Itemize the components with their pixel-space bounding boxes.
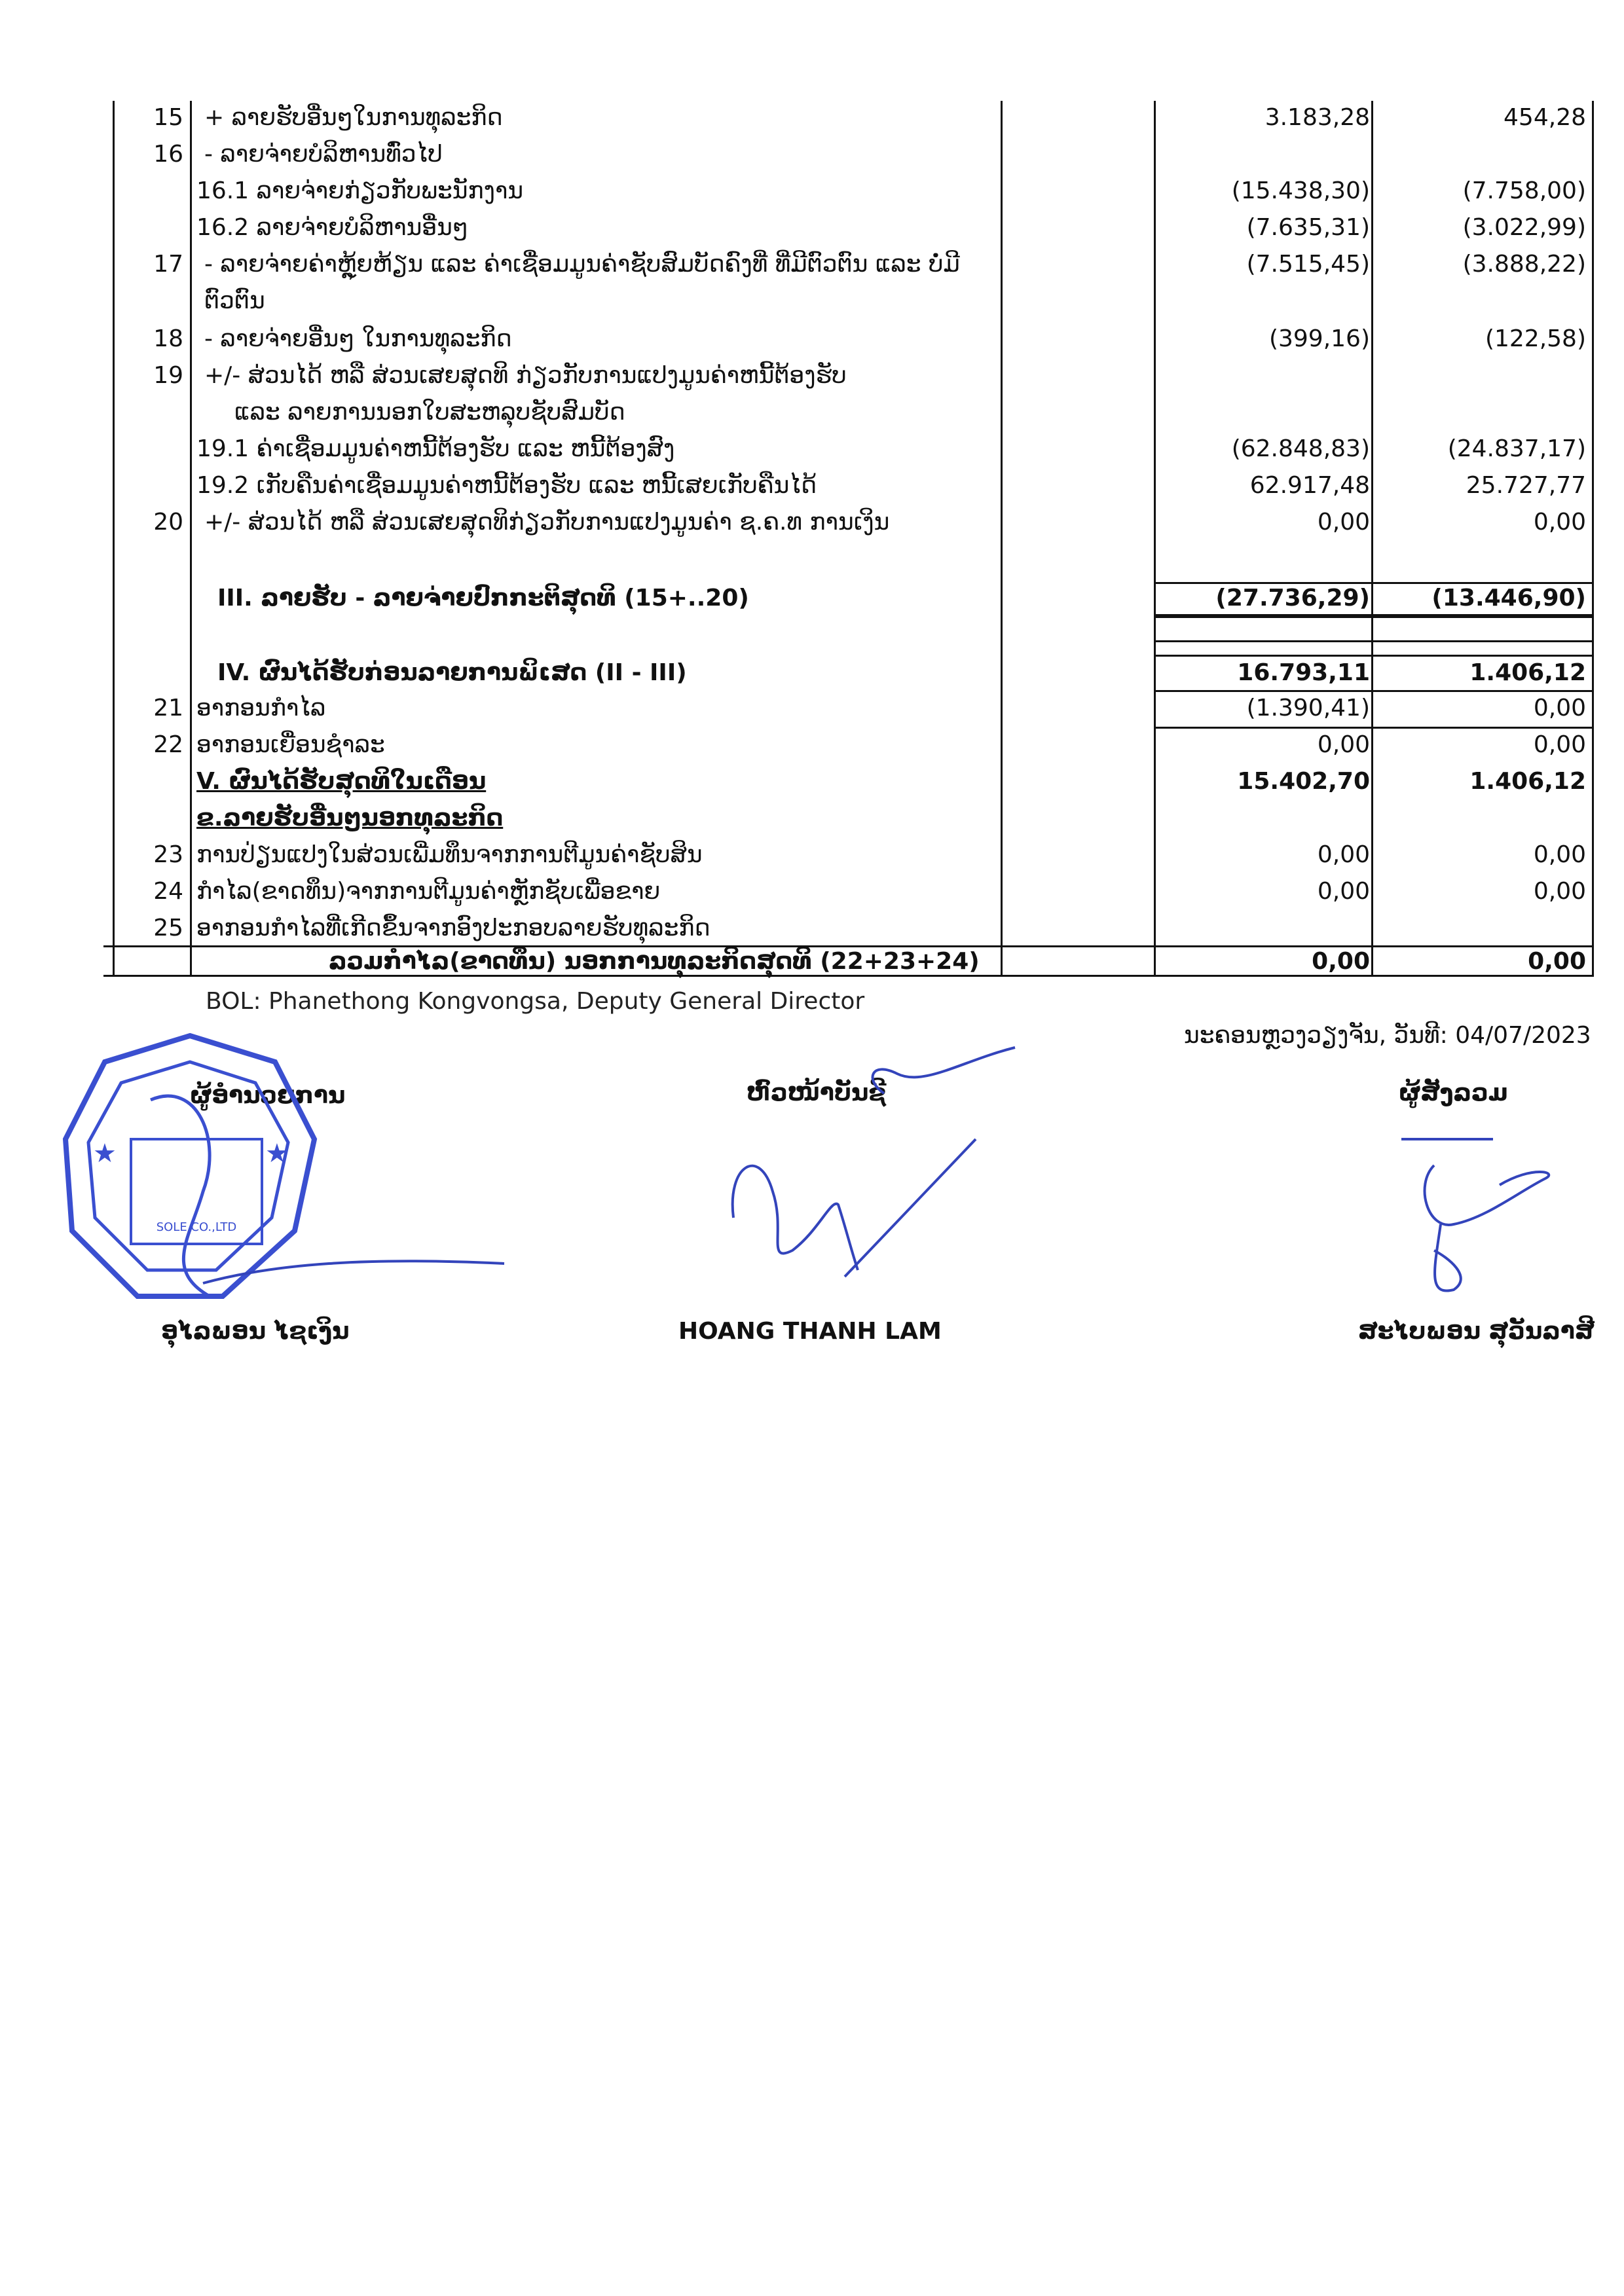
value-previous: (13.446,90) [1431, 585, 1586, 611]
row-label: +/- ສ່ວນໄດ້ ຫລື ສ່ວນເສຍສຸດທິກ່ຽວກັບການແປງມູນຄ່າ ຊ.ຄ.ທ ການເງິນ [204, 509, 890, 536]
row-label-continued: ຕົວຕົນ [204, 287, 265, 314]
row-number: 16 [153, 141, 183, 168]
value-current: (7.515,45) [1246, 251, 1370, 278]
director-signature-icon [196, 1165, 511, 1296]
value-current: 0,00 [1317, 878, 1370, 905]
value-previous: (3.022,99) [1462, 214, 1586, 241]
row-number: 19 [153, 362, 183, 389]
number-column-divider [190, 101, 192, 977]
value-current: (1.390,41) [1246, 695, 1370, 721]
value-current: (15.438,30) [1231, 177, 1370, 204]
row-label: ກຳໄລ(ຂາດທຶນ)ຈາກການຕີມູນຄ່າຫຼັກຊັບເພື່ອຂາຍ [196, 878, 661, 905]
row-number: 15 [153, 104, 183, 131]
section-3-label: III. ລາຍຮັບ - ລາຍຈ່າຍປົກກະຕິສຸດທິ (15+..20) [217, 585, 749, 611]
section4-top-rule [1154, 655, 1594, 657]
compiler-signature-icon [1388, 1126, 1585, 1309]
row-label: - ລາຍຈ່າຍຄ່າຫຼຸ້ຍຫ້ຽນ ແລະ ຄ່າເຊື່ອມມູນຄ່າຊັບສົມບັດຄົງທີ່ ທີ່ມີຕົວຕົນ ແລະ ບໍ່ມີ [204, 251, 960, 278]
value-previous: (3.888,22) [1462, 251, 1586, 278]
section4-bottom-rule [1154, 690, 1594, 692]
row-label-continued: ແລະ ລາຍການນອກໃບສະຫລຸບຊັບສົມບັດ [234, 399, 625, 426]
director-title: ຜູ້ອຳນວຍການ [190, 1082, 346, 1109]
section-b-label: ຂ.ລາຍຮັບອື່ນໆນອກທຸລະກິດ [196, 805, 504, 831]
value-previous: 0,00 [1533, 509, 1586, 536]
value-previous: 454,28 [1504, 104, 1586, 131]
value-current: 0,00 [1317, 509, 1370, 536]
row-number: 25 [153, 915, 183, 941]
section-4-label: IV. ຜົນໄດ້ຮັບກ່ອນລາຍການພິເສດ (II - III) [217, 659, 687, 686]
row-number: 23 [153, 841, 183, 868]
bol-note: BOL: Phanethong Kongvongsa, Deputy General Director [206, 988, 865, 1015]
label-column-divider [1001, 101, 1003, 977]
financial-statement-table [113, 101, 1594, 977]
value-current: 3.183,28 [1264, 104, 1370, 131]
place-date: ນະຄອນຫຼວງວຽງຈັນ, ວັນທີ: 04/07/2023 [1184, 1022, 1591, 1049]
svg-text:★: ★ [265, 1139, 289, 1169]
value-current: 0,00 [1317, 841, 1370, 868]
value-previous: 0,00 [1533, 695, 1586, 721]
value-current: 0,00 [1312, 948, 1370, 975]
row-label: ອາກອນກຳໄລ [196, 695, 326, 721]
value-current: 0,00 [1317, 731, 1370, 758]
value-current: 16.793,11 [1237, 659, 1370, 686]
row-label: 19.2 ເກັບຄືນຄ່າເຊື່ອມມູນຄ່າຫນີ້ຕ້ອງຮັບ ແລະ ຫນີ້ເສຍເກັບຄືນໄດ້ [196, 472, 817, 499]
section3-box-divider [1371, 582, 1373, 616]
value-previous: 25.727,77 [1466, 472, 1586, 499]
row-label: +/- ສ່ວນໄດ້ ຫລື ສ່ວນເສຍສຸດທິ ກ່ຽວກັບການແປງມູນຄ່າຫນີ້ຕ້ອງຮັບ [204, 362, 847, 389]
section3-spacer-box [1154, 616, 1594, 642]
value-previous: 0,00 [1533, 841, 1586, 868]
svg-text:SOLE CO.,LTD: SOLE CO.,LTD [156, 1220, 237, 1234]
row-label: - ລາຍຈ່າຍບໍລິຫານທົ່ວໄປ [204, 141, 443, 168]
row-label: ການປ່ຽນແປງໃນສ່ວນເພີ່ມທຶນຈາກການຕີມູນຄ່າຊັບສິນ [196, 841, 703, 868]
total-label: ລວມກຳໄລ(ຂາດທຶນ) ນອກການທຸລະກິດສຸດທິ (22+23+24) [329, 948, 980, 975]
svg-text:★: ★ [93, 1139, 117, 1169]
row-label: 16.2 ລາຍຈ່າຍບໍລິຫານອື່ນໆ [196, 214, 469, 241]
table-left-border [113, 101, 115, 977]
value-previous: 0,00 [1533, 878, 1586, 905]
row-number: 24 [153, 878, 183, 905]
row21-rule [1154, 727, 1594, 729]
director-name: ອຸໄລພອນ ໄຊເງິນ [161, 1318, 350, 1345]
value-previous: (122,58) [1485, 325, 1586, 352]
value-previous: 1.406,12 [1469, 768, 1586, 795]
row-number: 17 [153, 251, 183, 278]
value-column-divider-1 [1154, 101, 1156, 977]
value-current: 15.402,70 [1237, 768, 1370, 795]
row-label: 16.1 ລາຍຈ່າຍກ່ຽວກັບພະນັກງານ [196, 177, 524, 204]
value-previous: 1.406,12 [1469, 659, 1586, 686]
value-current: (399,16) [1268, 325, 1370, 352]
compiler-title: ຜູ້ສັງລວມ [1399, 1080, 1508, 1106]
value-current: (27.736,29) [1215, 585, 1370, 611]
value-current: (62.848,83) [1231, 435, 1370, 462]
value-current: (7.635,31) [1246, 214, 1370, 241]
row-number: 22 [153, 731, 183, 758]
value-previous: (7.758,00) [1462, 177, 1586, 204]
row-label: + ລາຍຮັບອື່ນໆໃນການທຸລະກິດ [204, 104, 503, 131]
value-previous: 0,00 [1528, 948, 1586, 975]
row-number: 21 [153, 695, 183, 721]
value-previous: (24.837,17) [1447, 435, 1586, 462]
row-label: 19.1 ຄ່າເຊື່ອມມູນຄ່າຫນີ້ຕ້ອງຮັບ ແລະ ຫນີ້ຕ້ອງສົງ [196, 435, 675, 462]
chief-accountant-name: HOANG THANH LAM [678, 1318, 942, 1345]
row-label: ອາກອນກຳໄລທີ່ເກີດຂຶ້ນຈາກອົງປະກອບລາຍຮັບທຸລະກິດ [196, 915, 710, 941]
compiler-name: ສະໄບພອນ ສຸວັນລາສີ [1358, 1318, 1595, 1345]
value-column-divider-2 [1371, 101, 1373, 977]
row-number: 18 [153, 325, 183, 352]
table-right-border [1592, 101, 1594, 977]
chief-accountant-title: ຫົວໜ້າບັນຊີ [747, 1080, 887, 1106]
value-previous: 0,00 [1533, 731, 1586, 758]
value-current: 62.917,48 [1249, 472, 1370, 499]
row-label: ອາກອນເຍື່ອນຊຳລະ [196, 731, 385, 758]
row-label: - ລາຍຈ່າຍອື່ນໆ ໃນການທຸລະກິດ [204, 325, 512, 352]
row-number: 20 [153, 509, 183, 536]
chief-accountant-signature-icon [688, 1034, 1054, 1309]
section-5-label: V. ຜົນໄດ້ຮັບສຸດທິໃນເດືອນ [196, 768, 487, 795]
